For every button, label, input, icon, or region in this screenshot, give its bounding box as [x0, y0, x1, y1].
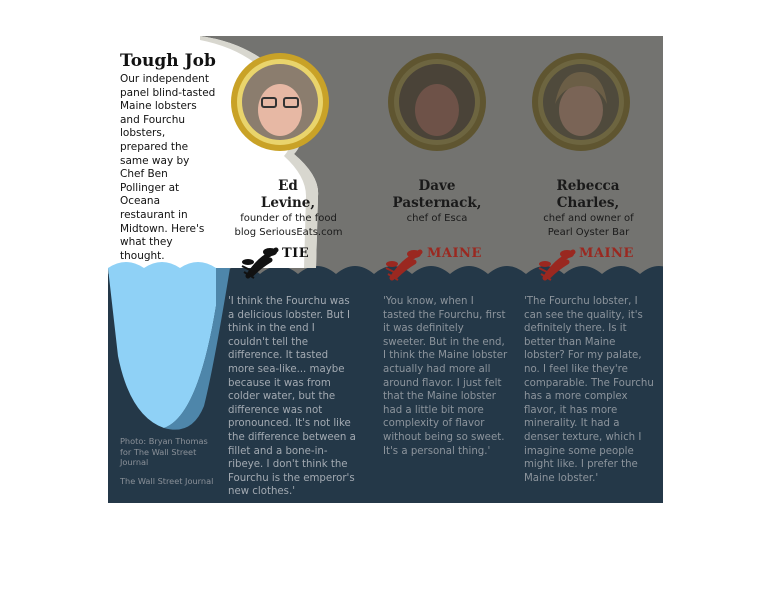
intro-text: Our independent panel blind-tasted Maine lobsters and Fourchu lobsters, prepared the same way by Chef Ben Pollinger at Oceana restaurant in Midtown. Here's what they thought.: [120, 73, 216, 262]
panelist-last-name: Levine,: [260, 194, 316, 211]
panelist-last-name: Pasternack,: [392, 194, 482, 211]
verdict-label-2: MAINE: [427, 246, 482, 261]
lobster-icon: [537, 246, 579, 282]
panelist-first-name: Rebecca: [556, 178, 620, 194]
panelist-role-line: chef and owner of: [543, 213, 634, 224]
porthole-portrait-rebecca-charles: [531, 52, 631, 152]
lobster-icon: [384, 246, 426, 282]
source-line: The Wall Street Journal: [120, 476, 214, 486]
panelist-role-line: chef of Esca: [406, 213, 468, 224]
panelist-role-3: [526, 212, 651, 239]
panelist-quote-1: 'I think the Fourchu was a delicious lobster. But I think in the end I couldn't tell the difference. It tasted more sea-like... maybe because it was from colder water, but the difference was not pronounced. It's not like the difference between a fillet and a bone-in-ribeye. I don't think the Fourchu is the emperor's new clothes.': [228, 296, 356, 498]
porthole-portrait-dave-pasternack: [387, 52, 487, 152]
panelist-name-3: [538, 178, 638, 211]
intro-title: Tough Job: [120, 51, 216, 71]
porthole-portrait-ed-levine: [230, 52, 330, 152]
panelist-role-line: founder of the food: [240, 213, 337, 224]
panelist-role-line: blog SeriousEats.com: [234, 226, 343, 238]
lobster-icon: [240, 244, 282, 280]
panelist-role-2: [377, 212, 497, 226]
panelist-name-1: [238, 178, 338, 211]
verdict-label-3: MAINE: [579, 246, 634, 261]
panelist-role-line: Pearl Oyster Bar: [547, 226, 630, 238]
panelist-quote-2: 'You know, when I tasted the Fourchu, first it was definitely sweeter. But in the end, I think the Maine lobster actually had more all around flavor. I just felt that the Maine lobster had a little bit more complexity of flavor without being so sweet. It's a personal thing.': [383, 296, 508, 457]
panelist-name-2: [387, 178, 487, 211]
panelist-first-name: Dave: [418, 178, 456, 194]
photo-credit: Photo: Bryan Thomas for The Wall Street Journal: [120, 436, 208, 467]
panelist-last-name: Charles,: [556, 194, 620, 211]
verdict-label-1: TIE: [282, 246, 310, 261]
panelist-first-name: Ed: [278, 178, 298, 194]
panelist-role-1: [226, 212, 351, 239]
panelist-quote-3: 'The Fourchu lobster, I can see the quality, it's definitely there. Is it better than Maine lobster? For my palate, no. I feel like they're comparable. The Fourchu has a more complex flavor, it has more minerality. It had a denser texture, which I imagine some people might like. I prefer the Maine lobster.': [524, 296, 654, 484]
lobster-tasting-graphic: [108, 36, 663, 503]
